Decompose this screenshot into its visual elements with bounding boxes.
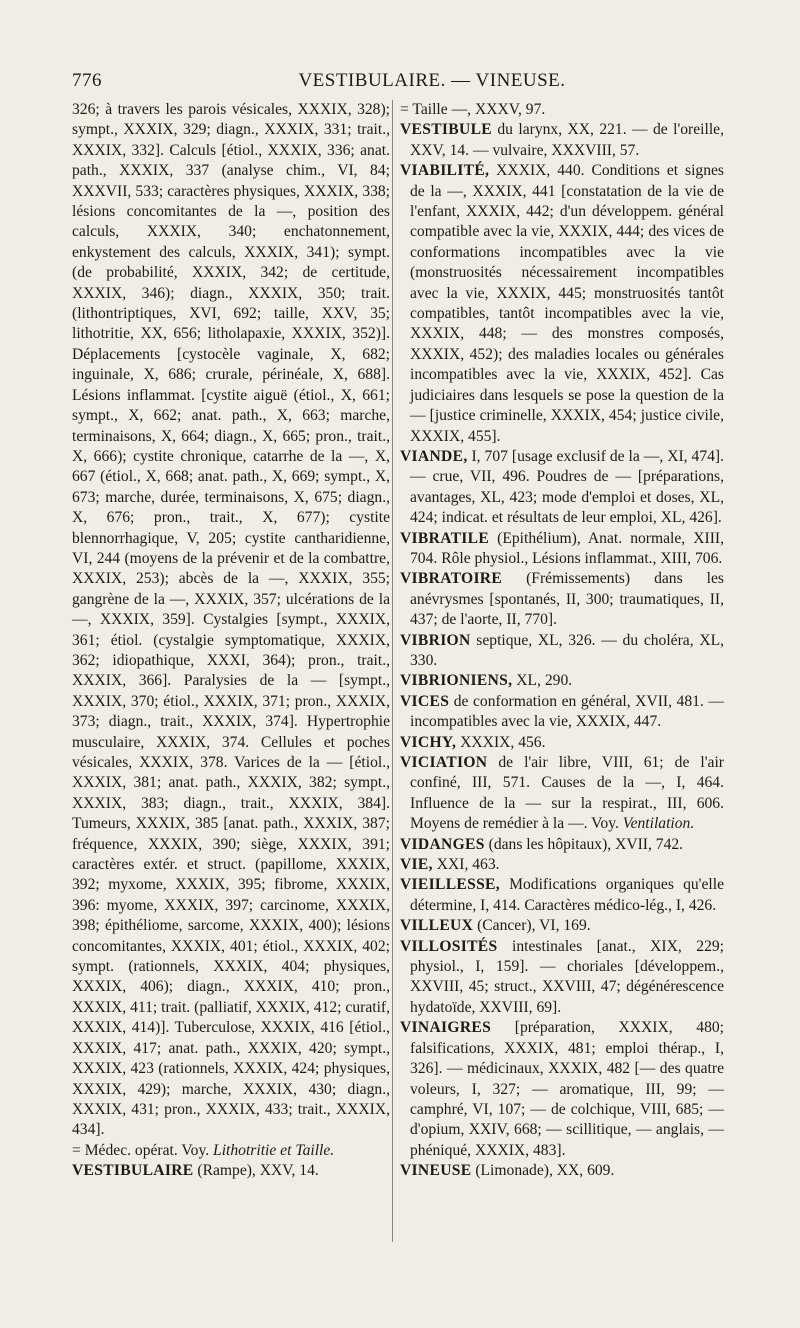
index-entry xyxy=(72,1161,390,1181)
entry-text: (Rampe), XXV, 14. xyxy=(197,1162,319,1180)
entry-headword: VIBRIONIENS, xyxy=(400,672,513,690)
index-entry: VIDANGES (dans les hôpitaux), XVII, 742. xyxy=(400,835,684,853)
entry-headword: VESTIBULAIRE xyxy=(72,1162,194,1180)
entry-headword: VIBRION xyxy=(400,631,471,649)
entry-headword: VIBRATILE xyxy=(400,529,490,547)
index-entry: VILLEUX (Cancer), VI, 169. xyxy=(400,917,591,935)
entry-headword: VIDANGES xyxy=(400,835,485,853)
entry-headword: VIBRATOIRE xyxy=(400,570,503,588)
index-entry: VIE, XXI, 463. xyxy=(400,856,500,874)
column-divider xyxy=(392,100,393,1242)
page-header xyxy=(72,70,792,96)
index-entry: VIANDE, I, 707 [usage exclusif de la —, XI, 474]. — crue, VII, 496. Poudres de — [préparations, avantages, XL, 423; mode d'emploi et doses, XL, 424; indicat. et résultats de leur emploi, XL, 426]. xyxy=(400,447,724,527)
entry-headword: VILLEUX xyxy=(400,917,474,935)
index-entry: VINEUSE (Limonade), XX, 609. xyxy=(400,1162,615,1180)
index-entry: VIBRATILE (Epithélium), Anat. normale, XIII, 704. Rôle physiol., Lésions inflammat., XIII, 706. xyxy=(400,529,724,567)
right-column xyxy=(400,100,724,1182)
entry-headword: VIANDE, xyxy=(400,447,468,465)
continuation-text: = Taille —, XXXV, 97. xyxy=(400,101,546,118)
index-entry: VIBRIONIENS, XL, 290. xyxy=(400,672,573,690)
entry-headword: VICIATION xyxy=(400,754,488,771)
index-entry: VICHY, XXXIX, 456. xyxy=(400,733,546,751)
index-entry: VICES de conformation en général, XVII, 481. — incompatibles avec la vie, XXXIX, 447. xyxy=(400,692,724,731)
index-entry: VINAIGRES [préparation, XXXIX, 480; falsifications, XXXIX, 481; emploi thérap., I, 326]. — médicinaux, XXXIX, 482 [— des quatre voleurs, I, 327; — aromatique, III, 99; — camphré, VI, 107; — de colchique, VIII, 685; — d'opium, XXIV, 668; — scillitique, — anglais, — phéniqué, XXXIX, 483]. xyxy=(400,1019,724,1159)
entry-headword: VICES xyxy=(400,692,450,710)
index-entry: VIBRATOIRE (Frémissements) dans les anévrysmes [spontanés, II, 300; traumatiques, II, 437; de l'aorte, II, 770]. xyxy=(400,570,724,629)
running-title: VESTIBULAIRE. — VINEUSE. xyxy=(298,70,566,91)
entry-headword: VIE, xyxy=(400,856,433,874)
entry-headword: VIABILITÉ, xyxy=(400,162,490,180)
entry-headword: VINEUSE xyxy=(400,1162,472,1180)
continuation-text: 326; à travers les parois vésicales, XXXIX, 328); sympt., XXXIX, 329; diagn., XXXIX, 331; trait., XXXIX, 332]. Calculs [étiol., XXXIX, 336; anat. path., XXXIX, 337 (analyse chim., VI, 84; XXXVII, 533; caractères physiques, XXXIX, 338; lésions concomitantes de la —, position des calculs, XXXIX, 340; enchatonnement, enkystement des calculs, XXXIX, 341); sympt. (de probabilité, XXXIX, 342; de certitude, XXXIX, 346); diagn., XXXIX, 350; trait. (lithontriptiques, XVI, 692; taille, XXV, 35; lithotritie, XX, 656; litholapaxie, XXXIX, 352)]. Déplacements [cystocèle vaginale, X, 682; inguinale, X, 686; crurale, périnéale, X, 688]. Lésions inflammat. [cystite aiguë (étiol., X, 661; sympt., X, 662; anat. path., X, 663; marche, terminaisons, X, 664; diagn., X, 665; pron., trait., X, 666); cystite chronique, catarrhe de la —, X, 667 (étiol., X, 668; anat. path., X, 669; sympt., X, 673; marche, durée, terminaisons, X, 675; diagn., X, 676; pron., trait., X, 677); cystite blennorrhagique, V, 205; cystite cantharidienne, VI, 244 (moyens de la prévenir et de la combattre, XXXIX, 253); abcès de la —, XXXIX, 355; gangrène de la —, XXXIX, 357; ulcérations de la —, XXXIX, 359]. Cystalgies [sympt., XXXIX, 361; étiol. (cystalgie symptomatique, XXXIX, 362; idiopathique, XXXI, 364); pron., trait., XXXIX, 366]. Paralysies de la — [sympt., XXXIX, 370; étiol., XXXIX, 371; pron., XXXIX, 373; diagn., trait., XXXIX, 374]. Hypertrophie musculaire, XXXIX, 374. Cellules et poches vésicales, XXXIX, 378. Varices de la — [étiol., XXXIX, 381; anat. path., XXXIX, 382; sympt., XXXIX, 383; diagn., trait., XXXIX, 384]. Tumeurs, XXXIX, 385 [anat. path., XXXIX, 387; fréquence, XXXIX, 390; siège, XXXIX, 391; caractères extér. et struct. (papillome, XXXIX, 392; myxome, XXXIX, 395; fibrome, XXXIX, 396: myome, XXXIX, 397; carcinome, XXXIX, 398; épithéliome, sarcome, XXXIX, 400); lésions concomitantes, XXXIX, 401; étiol., XXXIX, 402; sympt. (rationnels, XXXIX, 404; physiques, XXXIX, 406); diagn., XXXIX, 410; pron., XXXIX, 411; trait. (palliatif, XXXIX, 412; curatif, XXXIX, 414)]. Tuberculose, XXXIX, 416 [étiol., XXXIX, 417; anat. path., XXXIX, 420; sympt., XXXIX, 423 (rationnels, XXXIX, 424; physiques, XXXIX, 429); marche, XXXIX, 430; diagn., XXXIX, 431; pron., XXXIX, 433; trait., XXXIX, 434]. xyxy=(72,101,390,1139)
index-entry: VIEILLESSE, Modifications organiques qu'elle détermine, I, 414. Caractères médico-lég., I, 426. xyxy=(400,876,724,914)
index-entry: VIBRION septique, XL, 326. — du choléra, XL, 330. xyxy=(400,631,724,669)
entry-headword: VICHY, xyxy=(400,733,457,751)
index-entry: VILLOSITÉS intestinales [anat., XIX, 229; physiol., I, 159]. — choriales [développem., XXVIII, 45; struct., XXVIII, 47; dégénérescence hydatoïde, XXVIII, 69]. xyxy=(400,937,724,1016)
left-column xyxy=(72,100,390,1182)
entry-headword: VESTIBULE xyxy=(400,121,492,139)
continuation-see-also: = Médec. opérat. Voy. Lithotritie et Taille. xyxy=(72,1141,335,1159)
entry-headword: VINAIGRES xyxy=(400,1019,492,1037)
index-entry: VIABILITÉ, XXXIX, 440. Conditions et signes de la —, XXXIX, 441 [constatation de la vie de l'enfant, XXXIX, 442; d'un développem. général compatible avec la vie, XXXIX, 444; des vices de conformations incompatibles avec la vie (monstruosités nécessairement incompatibles avec la vie, XXXIX, 445; monstruosités tantôt compatibles, tantôt incompatibles avec la vie, XXXIX, 448; — des monstres composés, XXXIX, 452); des maladies locales ou générales incompatibles avec la vie, XXXIX, 452]. Cas judiciaires dans lesquels se pose la question de la — [justice criminelle, XXXIX, 454; justice civile, XXXIX, 455]. xyxy=(400,162,724,445)
page-number: 776 xyxy=(72,70,102,91)
index-entry: VICIATION de l'air libre, VIII, 61; de l'air confiné, III, 571. Causes de la —, I, 464. Influence de la — sur la respirat., III, 606. Moyens de remédier à la —. Voy. Ventilation. xyxy=(400,754,724,833)
index-entry: VESTIBULE du larynx, XX, 221. — de l'oreille, XXV, 14. — vulvaire, XXXVIII, 57. xyxy=(400,121,724,159)
entry-headword: VILLOSITÉS xyxy=(400,937,498,955)
entry-headword: VIEILLESSE, xyxy=(400,876,500,894)
